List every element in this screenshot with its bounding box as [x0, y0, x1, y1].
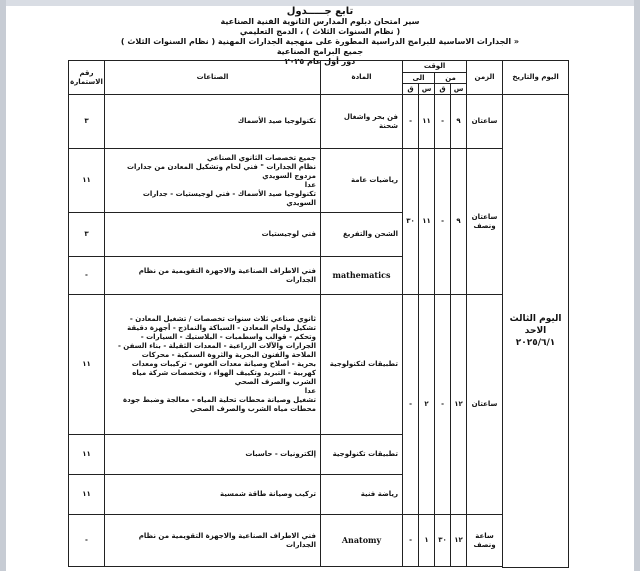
- day-cell: [503, 95, 569, 568]
- industry-line: الملاحة والفنون البحرية والثروة السمكية - محركات: [141, 351, 316, 360]
- industry-line: نظام الجدارات " فني لحام وتشكيل المعادن من جدارات: [126, 162, 316, 171]
- subject-cell: تطبيقات تكنولوجية: [321, 435, 403, 475]
- industries-cell: [105, 515, 321, 567]
- header-to-minute: ق: [403, 84, 419, 95]
- industry-line: فني الاطراف الصناعية والاجهزة التقويمية من نظام: [138, 531, 316, 540]
- duration-cell: ساعتان: [467, 95, 503, 149]
- header-line-1: تابع جـــــدول: [286, 6, 354, 17]
- subject-cell: رياضيات عامة: [321, 149, 403, 213]
- industry-line: إلكترونيات - حاسبات: [245, 450, 316, 459]
- form-cell: ٣: [69, 95, 105, 149]
- form-cell: ١١: [69, 295, 105, 435]
- industries-cell: [105, 435, 321, 475]
- header-time: الوقت: [403, 61, 467, 73]
- industry-line: الجرارات والآلات الزراعية - المعدات الثقيلة - بناء السفن -: [117, 342, 316, 351]
- industry-line: مزدوج السويدي: [262, 171, 316, 180]
- industry-line: تكنولوجيا صيد الأسماك: [237, 117, 316, 126]
- window-frame-left: [0, 0, 6, 571]
- header-to: الى: [403, 73, 435, 84]
- industry-line: فني الاطراف الصناعية والاجهزة التقويمية من نظام: [138, 266, 316, 275]
- exam-schedule-table: [68, 60, 569, 568]
- from-minute-cell: -: [435, 295, 451, 515]
- header-line-2: سير امتحان دبلوم المدارس الثانوية الفنية الصناعية: [220, 17, 420, 26]
- industry-line: تشغيل وصيانة محطات تحلية المياه - معالجة وضبط جودة: [123, 396, 316, 405]
- table-row: [69, 515, 569, 567]
- from-hour-cell: ١٢: [451, 515, 467, 567]
- to-hour-cell: ١١: [419, 149, 435, 295]
- header-duration: الزمن: [467, 61, 503, 95]
- header-from-minute: ق: [435, 84, 451, 95]
- industries-cell: [105, 149, 321, 213]
- header-line-4: « الجدارات الاساسية للبرامج الدراسية المطورة على منهجية الجدارات المهنية ( نظام السنوات الثلاث ): [120, 37, 520, 46]
- industry-line: الجدارات: [286, 540, 316, 549]
- from-hour-cell: ٩: [451, 149, 467, 295]
- industry-line: محطات مياه الشرب والصرف الصحي: [190, 405, 316, 414]
- from-hour-cell: ٩: [451, 95, 467, 149]
- header-line-3: ( نظام السنوات الثلاث ) ، الدمج التعليمي: [239, 27, 401, 36]
- industry-line: عدا: [304, 180, 316, 189]
- industry-line: فني لوجيستيات: [261, 230, 316, 239]
- table-row: [69, 295, 569, 435]
- industry-line: تركيب وصيانة طاقة شمسية: [220, 490, 316, 499]
- industry-line: ثانوي صناعي ثلاث سنوات تخصصات / تشغيل المعادن -: [129, 315, 316, 324]
- day-date: ٢٠٢٥/٦/١: [515, 338, 556, 348]
- subject-cell: mathematics: [321, 257, 403, 295]
- from-hour-cell: ١٢: [451, 295, 467, 515]
- form-cell: ٣: [69, 213, 105, 257]
- industries-cell: [105, 95, 321, 149]
- industry-line: تشكيل ولحام المعادن - السباكة والنماذج - أجهزة دقيقة: [127, 324, 316, 333]
- to-minute-cell: ٣٠: [403, 149, 419, 295]
- industries-cell: [105, 257, 321, 295]
- industry-line: جميع تخصصات الثانوي الصناعي: [206, 153, 316, 162]
- subject-cell: رياضة فنية: [321, 475, 403, 515]
- table-row: [69, 149, 569, 213]
- form-cell: -: [69, 515, 105, 567]
- industries-cell: [105, 475, 321, 515]
- form-cell: ١١: [69, 149, 105, 213]
- header-from: من: [435, 73, 467, 84]
- from-minute-cell: ٣٠: [435, 515, 451, 567]
- form-cell: -: [69, 257, 105, 295]
- header-line-6: دور أول عام ٢٠٢٥: [284, 57, 356, 66]
- subject-cell: Anatomy: [321, 515, 403, 567]
- header-to-hour: س: [419, 84, 435, 95]
- from-minute-cell: -: [435, 149, 451, 295]
- industries-cell: [105, 295, 321, 435]
- industry-line: الشرب والصرف الصحي: [234, 378, 316, 387]
- header-line-5: جميع البرامج الصناعية: [276, 47, 364, 56]
- subject-cell: الشحن والتفريغ: [321, 213, 403, 257]
- header-from-hour: س: [451, 84, 467, 95]
- to-minute-cell: -: [403, 95, 419, 149]
- to-hour-cell: ١: [419, 515, 435, 567]
- subject-cell: فن بحر واشغال شحنة: [321, 95, 403, 149]
- header-form-no: رقم الاستمارة: [69, 61, 105, 95]
- table-row: [69, 95, 569, 149]
- industries-cell: [105, 213, 321, 257]
- window-frame-right: [634, 0, 640, 571]
- industry-line: كهربية - التبريد وتكييف الهواء ، وتخصصات شركة مياه: [132, 369, 316, 378]
- form-cell: ١١: [69, 475, 105, 515]
- duration-cell: ساعة ونصف: [467, 515, 503, 567]
- subject-cell: تطبيقات لتكنولوجية: [321, 295, 403, 435]
- duration-cell: ساعتان ونصف: [467, 149, 503, 295]
- form-cell: ١١: [69, 435, 105, 475]
- from-minute-cell: -: [435, 95, 451, 149]
- industry-line: عدا: [304, 387, 316, 396]
- header-industries: الصناعات: [105, 61, 321, 95]
- industry-line: تكنولوجيا صيد الأسماك - فني لوجيستيات - جدارات: [142, 189, 316, 198]
- to-minute-cell: -: [403, 515, 419, 567]
- industry-line: بحرية - اصلاح وصيانة معدات الغوص - تركيبات ومعدات: [131, 360, 316, 369]
- industry-line: وتحكم - قوالب واسطمبات - البلاستيك - السيارات -: [140, 333, 316, 342]
- day-weekday: الاحد: [524, 326, 547, 336]
- header-subject: المادة: [321, 61, 403, 95]
- industry-line: السويدي: [286, 198, 316, 207]
- duration-cell: ساعتان: [467, 295, 503, 515]
- header-day-date: اليوم والتاريخ: [503, 61, 569, 95]
- day-name: اليوم الثالث: [509, 314, 562, 324]
- industry-line: الجدارات: [286, 275, 316, 284]
- to-minute-cell: -: [403, 295, 419, 515]
- to-hour-cell: ١١: [419, 95, 435, 149]
- document-header: [0, 6, 640, 67]
- to-hour-cell: ٢: [419, 295, 435, 515]
